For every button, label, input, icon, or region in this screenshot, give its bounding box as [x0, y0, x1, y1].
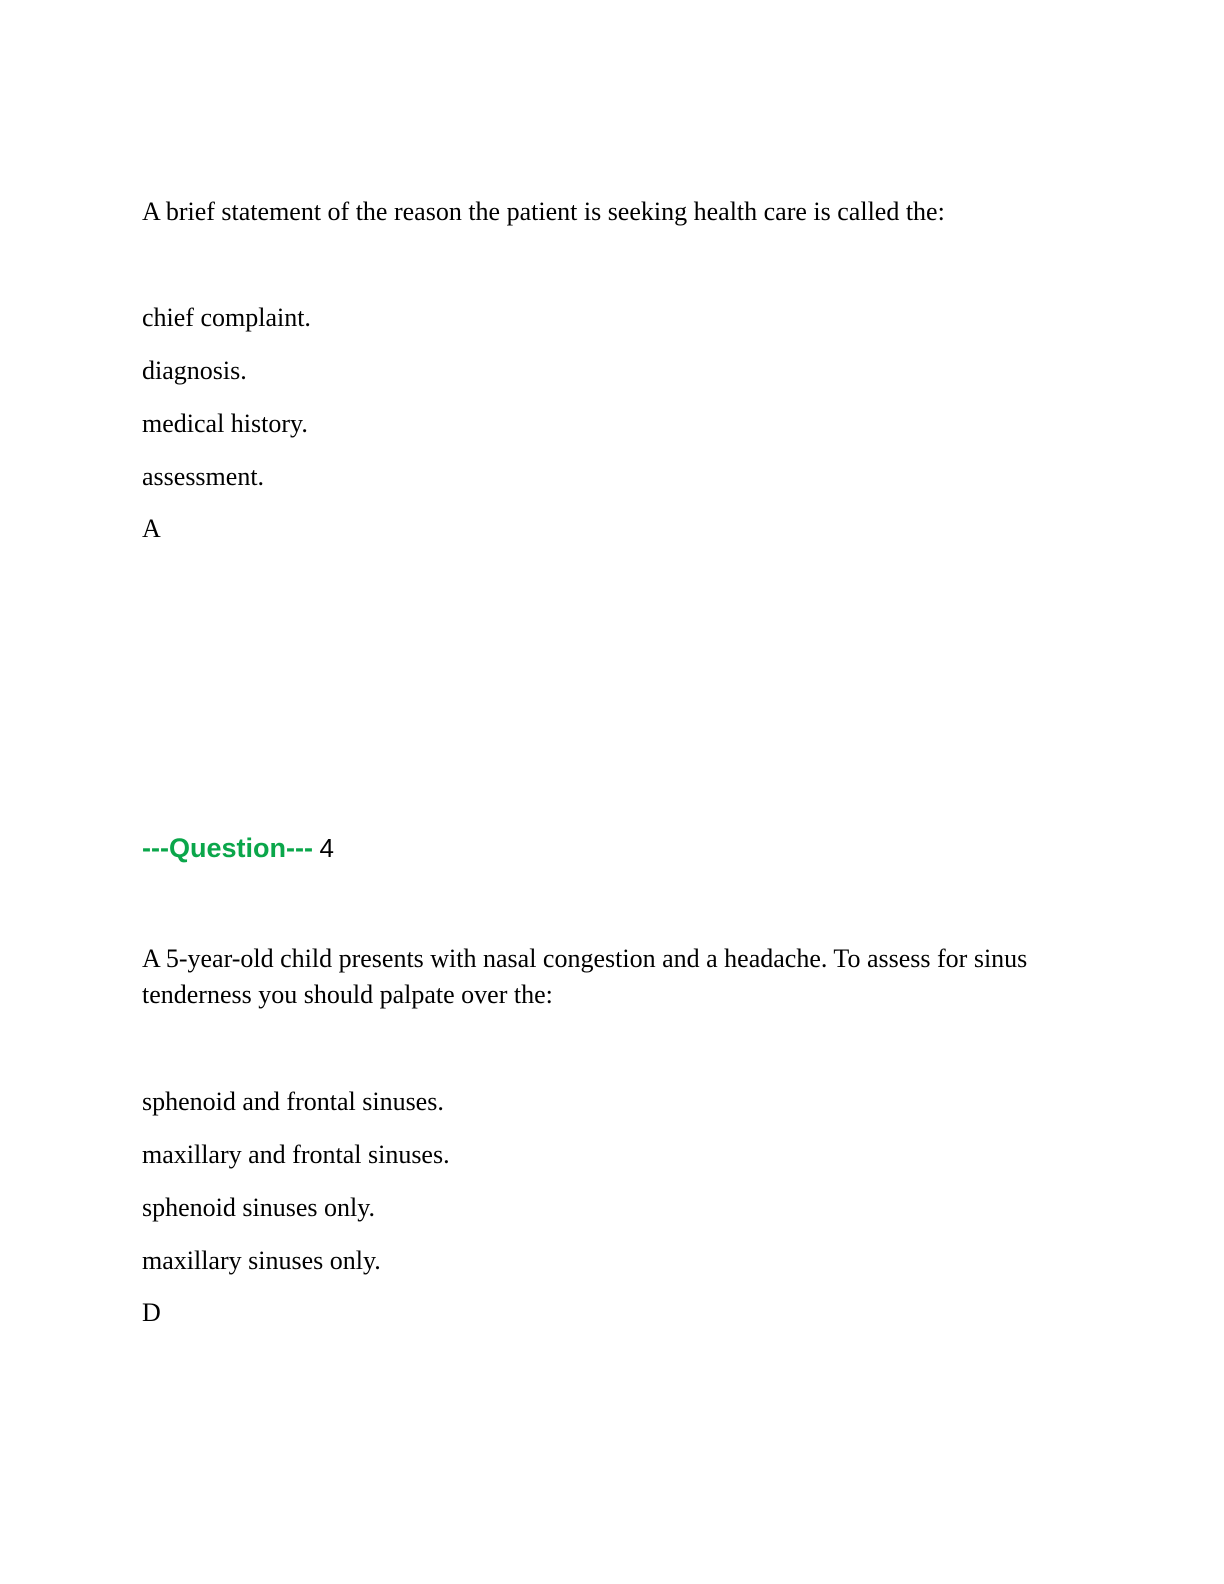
question-header — [142, 830, 334, 867]
option-2d: maxillary sinuses only. — [142, 1246, 381, 1275]
answer-2: D — [142, 1298, 161, 1327]
answer-1: A — [142, 514, 161, 543]
option-1d: assessment. — [142, 462, 265, 491]
option-2c: sphenoid sinuses only. — [142, 1193, 376, 1222]
option-2a: sphenoid and frontal sinuses. — [142, 1087, 444, 1116]
question-text-1: A brief statement of the reason the patient is seeking health care is called the: — [142, 197, 945, 226]
question-label: ---Question--- — [142, 833, 313, 863]
option-1a: chief complaint. — [142, 303, 311, 332]
option-2b: maxillary and frontal sinuses. — [142, 1140, 450, 1169]
option-1b: diagnosis. — [142, 356, 247, 385]
option-1c: medical history. — [142, 409, 308, 438]
question-number: 4 — [319, 833, 334, 863]
question-text-2: A 5-year-old child presents with nasal congestion and a headache. To assess for sinus tenderness you should palpate over the: — [142, 944, 1028, 1009]
